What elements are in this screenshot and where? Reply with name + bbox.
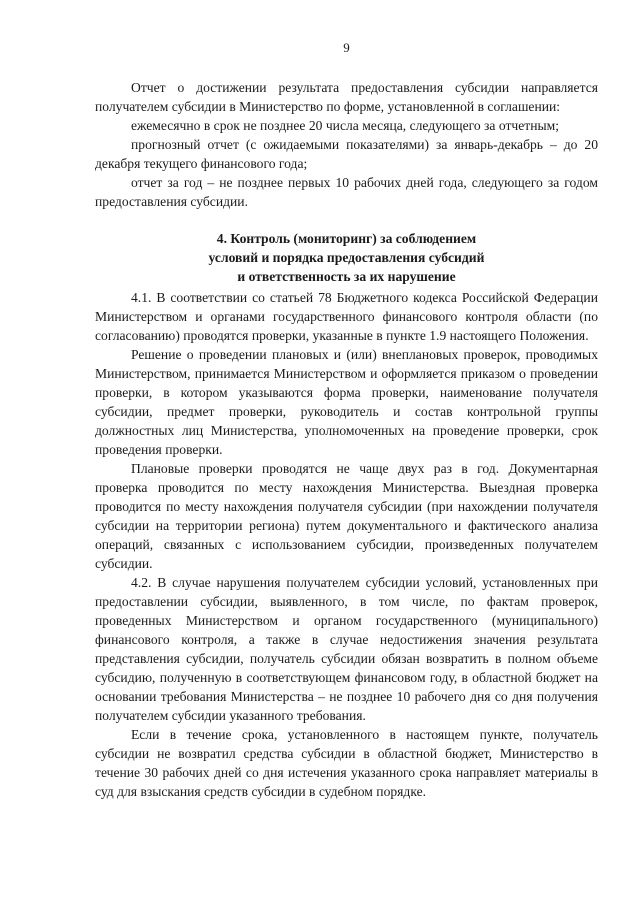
paragraph: 4.1. В соответствии со статьей 78 Бюджетного кодекса Российской Федерации Министерством и органами государственного финансового контроля области (по согласованию) проводятся проверки, указанные в пункте 1.9 настоящего Положения.	[95, 290, 598, 343]
paragraph: Отчет о достижении результата предоставления субсидии направляется получателем субсидии в Министерство по форме, установленной в соглашении:	[95, 80, 598, 114]
paragraph: отчет за год – не позднее первых 10 рабочих дней года, следующего за годом предоставления субсидии.	[95, 175, 598, 209]
section-heading	[95, 229, 598, 286]
paragraph: Решение о проведении плановых и (или) внеплановых проверок, проводимых Министерством, принимается Министерством и оформляется приказом о проведении проверки, в котором указываются форма проверки, наименование получателя субсидии, предмет проверки, руководитель и состав контрольной группы должностных лиц Министерства, уполномоченных на проведение проверки, срок проведения проверки.	[95, 347, 598, 457]
paragraph: Если в течение срока, установленного в настоящем пункте, получатель субсидии не возвратил средства субсидии в областной бюджет, Министерство в течение 30 рабочих дней со дня истечения указанного срока направляет материалы в суд для взыскания средств субсидии в судебном порядке.	[95, 727, 598, 799]
paragraph: ежемесячно в срок не позднее 20 числа месяца, следующего за отчетным;	[131, 118, 560, 133]
section-heading-line: 4. Контроль (мониторинг) за соблюдением	[216, 231, 477, 246]
section-heading-line: и ответственность за их нарушение	[237, 269, 456, 284]
paragraph: прогнозный отчет (с ожидаемыми показателями) за январь-декабрь – до 20 декабря текущего финансового года;	[95, 137, 598, 171]
paragraph: 4.2. В случае нарушения получателем субсидии условий, установленных при предоставлении субсидии, выявленного, в том числе, по фактам проверок, проведенных Министерством и органом государственного (муниципального) финансового контроля, а также в случае недостижения значения результата представления субсидии, получатель субсидии обязан возвратить в полном объеме субсидию, полученную в соответствующем финансовом году, в областной бюджет на основании требования Министерства – не позднее 10 рабочего дня со дня получения получателем субсидии указанного требования.	[95, 575, 598, 723]
page-number: 9	[343, 40, 350, 55]
paragraph: Плановые проверки проводятся не чаще двух раз в год. Документарная проверка проводится по месту нахождения Министерства. Выездная проверка проводится по месту нахождения получателя субсидии (при нахождении получателя субсидии на территории региона) путем документального и фактического анализа операций, связанных с использованием субсидии, произведенных получателем субсидии.	[95, 461, 598, 571]
section-heading-line: условий и порядка предоставления субсидий	[208, 250, 485, 265]
